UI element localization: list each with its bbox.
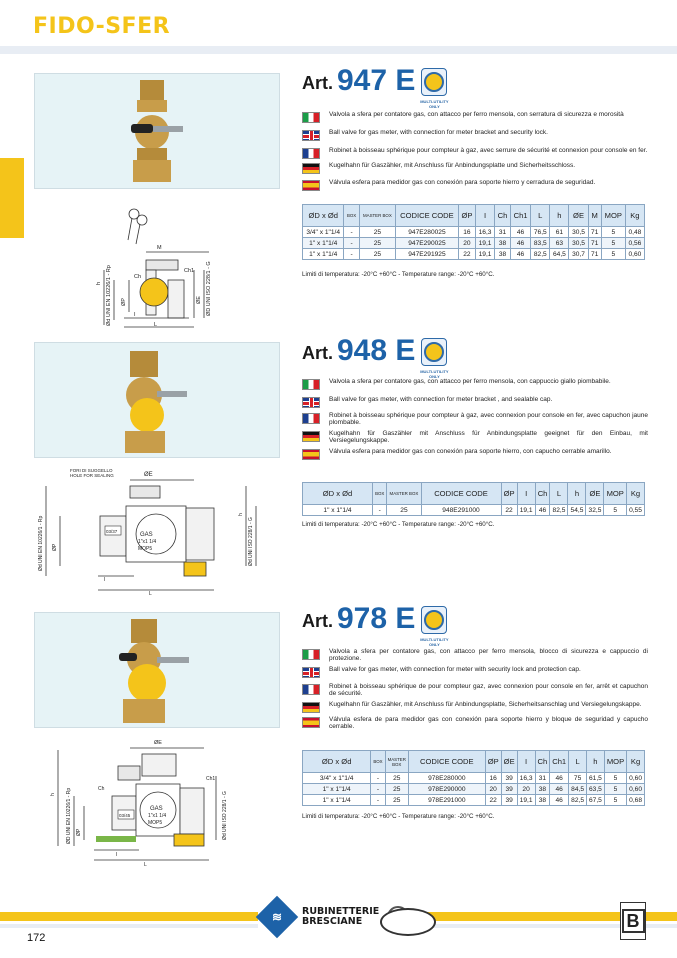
desc-en: Ball valve for gas meter, with connection for meter with security lock and protection cap. [329, 665, 581, 673]
th-ch1: Ch1 [510, 205, 530, 227]
desc-row-es [302, 448, 648, 460]
table-cell: 19,1 [476, 238, 495, 249]
table-cell: 978E290000 [408, 784, 485, 795]
article-label: Art. [302, 611, 333, 631]
th-ch1: Ch1 [550, 751, 569, 773]
dim-ch: Ch [134, 274, 142, 280]
table-cell: 38 [495, 249, 511, 260]
dim-oe: ØE [196, 296, 202, 304]
th-mop: MOP [604, 751, 626, 773]
table-cell: 30,7 [569, 249, 588, 260]
table-cell: 978E291000 [408, 795, 485, 806]
table-cell: 5 [604, 773, 626, 784]
tag-code: 03/45 [119, 813, 131, 818]
table-cell: 3/4" x 1"1/4 [303, 773, 371, 784]
article-label: Art. [302, 343, 333, 363]
table-cell: 20 [485, 784, 501, 795]
th-i: I [517, 751, 535, 773]
dim-i: I [104, 577, 106, 583]
descriptions-978e [302, 648, 648, 733]
desc-row-fr [302, 412, 648, 427]
dim-op: ØP [76, 828, 82, 836]
table-cell: 38 [535, 795, 550, 806]
table-row [303, 773, 645, 784]
table-cell: 20 [517, 784, 535, 795]
th-size: ØD x Ød [303, 751, 371, 773]
article-label: Art. [302, 73, 333, 93]
table-cell: 46 [550, 773, 569, 784]
desc-row-en [302, 396, 648, 408]
table-cell: 31 [495, 227, 511, 238]
desc-es: Válvula esfera para medidor gas con conexión para soporte hierro, con capucho cerrable amarillo. [329, 447, 612, 455]
table-cell: 0,60 [625, 249, 644, 260]
table-cell: 84,5 [569, 784, 587, 795]
desc-row-es [302, 716, 648, 731]
dim-i: I [134, 312, 136, 318]
table-cell: 39 [501, 784, 517, 795]
table-cell: 19,1 [517, 505, 535, 516]
table-cell: - [373, 505, 387, 516]
germany-flag-icon [302, 702, 320, 713]
table-cell: 19,1 [476, 249, 495, 260]
dim-l: L [149, 591, 152, 597]
table-cell: 71 [588, 227, 601, 238]
th-code: CODICE CODE [396, 205, 459, 227]
france-flag-icon [302, 148, 320, 159]
th-master-box: MASTER BOX [387, 483, 421, 505]
table-cell: 3/4" x 1"1/4 [303, 227, 344, 238]
table-cell: 22 [501, 505, 517, 516]
desc-en: Ball valve for gas meter, with connection for meter bracket and security lock. [329, 129, 548, 136]
badge-caption: MULTI-UTILITY ONLY [420, 637, 449, 647]
dim-l: L [154, 322, 158, 328]
dim-oe: ØE [144, 472, 153, 478]
label-size: 1"x1 1/4 [138, 539, 157, 545]
france-flag-icon [302, 684, 320, 695]
table-row [303, 238, 645, 249]
article-number: 978 E [337, 602, 416, 635]
th-box: BOX [373, 483, 387, 505]
table-cell: 46 [550, 784, 569, 795]
dim-h: h [50, 793, 56, 796]
table-cell: 61 [550, 227, 569, 238]
table-row [303, 227, 645, 238]
table-cell: - [371, 773, 385, 784]
th-oe: ØE [569, 205, 588, 227]
th-op: ØP [501, 483, 517, 505]
table-cell: 25 [387, 505, 421, 516]
th-code: CODICE CODE [408, 751, 485, 773]
article-heading-948e [302, 334, 449, 379]
desc-de: Kugelhahn für Gaszähler mit Anschluss für Anbindungsplatte geeignet für den Einbau, mit Versiegelungskappe. [329, 429, 648, 445]
desc-row-fr [302, 147, 648, 159]
table-cell: - [344, 249, 359, 260]
dim-g: Ød UNI ISO 228/1 - G [248, 517, 254, 566]
logo-line-1: RUBINETTERIE [302, 906, 380, 917]
table-cell: 0,56 [625, 238, 644, 249]
table-cell: 0,68 [627, 795, 645, 806]
table-cell: 0,60 [627, 773, 645, 784]
desc-fr: Robinet à boisseau sphérique pour compteur à gaz, avec connexion pour console en fer, avec capuchon jaune plombable. [329, 412, 648, 427]
table-cell: 948E291000 [421, 505, 501, 516]
dim-i: I [116, 852, 118, 858]
table-cell: 83,5 [531, 238, 550, 249]
dim-op: ØP [52, 543, 58, 551]
table-cell: 82,5 [550, 505, 568, 516]
multi-utility-badge [420, 68, 449, 109]
table-cell: 1" x 1"1/4 [303, 238, 344, 249]
table-cell: 16 [458, 227, 475, 238]
table-cell: 16,3 [517, 773, 535, 784]
dim-g: Ød UNI ISO 228/1 - G [222, 791, 228, 840]
desc-row-es [302, 179, 648, 191]
descriptions-947e [302, 111, 648, 194]
spain-flag-icon [302, 449, 320, 460]
table-cell: 63 [550, 238, 569, 249]
dim-ch1: Ch1 [206, 776, 216, 782]
badge-caption: MULTI-UTILITY ONLY [420, 99, 449, 109]
dim-rp: Ød UNI EN 10226/1 - Rp [38, 515, 44, 571]
desc-row-de [302, 162, 648, 174]
table-cell: 82,5 [531, 249, 550, 260]
table-cell: 64,5 [550, 249, 569, 260]
th-h: h [550, 205, 569, 227]
table-cell: 61,5 [587, 773, 605, 784]
table-cell: 0,48 [625, 227, 644, 238]
spec-table-947e [302, 204, 645, 260]
table-cell: 5 [604, 784, 626, 795]
dim-op: ØP [121, 298, 127, 306]
table-cell: 19,1 [517, 795, 535, 806]
th-ch: Ch [495, 205, 511, 227]
th-oe: ØE [586, 483, 604, 505]
th-mop: MOP [601, 205, 625, 227]
article-number: 948 E [337, 334, 416, 367]
th-op: ØP [485, 751, 501, 773]
table-cell: 38 [535, 784, 550, 795]
th-box: BOX [344, 205, 359, 227]
table-cell: 38 [495, 238, 511, 249]
article-heading-978e [302, 602, 449, 647]
th-l: L [569, 751, 587, 773]
th-l: L [550, 483, 568, 505]
uk-flag-icon [302, 397, 320, 408]
table-cell: 46 [550, 795, 569, 806]
th-ch: Ch [535, 751, 550, 773]
table-cell: 30,5 [569, 227, 588, 238]
spain-flag-icon [302, 717, 320, 728]
desc-it: Valvola a sfera per contatore gas, con attacco per ferro mensola, con cappuccio giallo piombabile. [329, 378, 611, 385]
dim-rp: Ød UNI EN 10226/1 - Rp [106, 265, 112, 326]
multi-utility-badge [420, 338, 449, 379]
descriptions-948e [302, 378, 648, 463]
table-cell: 20 [458, 238, 475, 249]
table-cell: 82,5 [569, 795, 587, 806]
temperature-note-978e: Limiti di temperatura: -20°C +60°C - Temperature range: -20°C +60°C. [302, 813, 495, 820]
table-cell: 31 [535, 773, 550, 784]
th-size: ØD x Ød [303, 483, 373, 505]
temperature-note-948e: Limiti di temperatura: -20°C +60°C - Temperature range: -20°C +60°C. [302, 521, 495, 528]
desc-row-it [302, 648, 648, 663]
iso-certification-icon [380, 908, 436, 936]
table-cell: - [371, 784, 385, 795]
badge-caption: MULTI-UTILITY ONLY [420, 369, 449, 379]
table-cell: 71 [588, 238, 601, 249]
th-m: M [588, 205, 601, 227]
table-cell: 46 [510, 238, 530, 249]
brand-title: FIDO-SFER [33, 14, 171, 39]
table-cell: 46 [510, 249, 530, 260]
table-row [303, 505, 645, 516]
table-cell: 947E280025 [396, 227, 459, 238]
desc-it: Valvola a sfera per contatore gas, con attacco per ferro mensola, con serratura di sicurezza e morosità [329, 111, 624, 118]
product-photo-947e [34, 73, 280, 189]
dim-ch1: Ch1 [184, 268, 195, 274]
th-l: L [531, 205, 550, 227]
spain-flag-icon [302, 180, 320, 191]
desc-row-en [302, 129, 648, 141]
spec-table-978e [302, 750, 645, 806]
tag-code: 03/37 [106, 529, 118, 534]
desc-row-it [302, 378, 648, 390]
table-cell: - [371, 795, 385, 806]
table-cell: 46 [510, 227, 530, 238]
germany-flag-icon [302, 163, 320, 174]
desc-row-fr [302, 683, 648, 698]
table-cell: 22 [458, 249, 475, 260]
germany-flag-icon [302, 431, 320, 442]
top-divider [0, 46, 677, 54]
table-cell: 0,60 [627, 784, 645, 795]
table-cell: 25 [359, 227, 395, 238]
table-cell: 22 [485, 795, 501, 806]
desc-es: Válvula esfera de para medidor gas con conexión para soporte hierro y bloque de seguridad y capucho cerrable. [329, 715, 648, 731]
th-h: h [568, 483, 586, 505]
desc-fr: Robinet à boisseau sphérique pour compteur à gaz, avec serrure de sécurité et connexion pour console en fer. [329, 147, 648, 154]
multi-utility-badge [420, 606, 449, 647]
table-cell: 63,5 [587, 784, 605, 795]
th-h: h [587, 751, 605, 773]
label-size: 1"x1 1/4 [148, 813, 167, 819]
dim-rp: ØD UNI EN 10226/1 - Rp [66, 787, 72, 844]
table-cell: 30,5 [569, 238, 588, 249]
table-cell: 5 [601, 227, 625, 238]
desc-row-de [302, 701, 648, 713]
th-master-box: MASTER BOX [385, 751, 408, 773]
th-i: I [517, 483, 535, 505]
table-cell: 5 [604, 795, 626, 806]
table-row [303, 795, 645, 806]
th-kg: Kg [626, 483, 644, 505]
table-row [303, 249, 645, 260]
desc-row-de [302, 430, 648, 445]
desc-de: Kugelhahn für Gaszähler, mit Anschluss für Anbindungsplatte und Sicherheitsschloss. [329, 162, 576, 169]
uk-flag-icon [302, 130, 320, 141]
desc-row-en [302, 666, 648, 678]
article-heading-947e [302, 64, 449, 109]
label-mop: MOP5 [148, 820, 163, 826]
desc-it: Valvola a sfera per contatore gas, con attacco per ferro mensola, blocco di sicurezza e cappuccio di protezione. [329, 648, 648, 663]
logo-text [302, 907, 379, 927]
label-gas: GAS [150, 806, 163, 812]
technical-drawing-947e [34, 200, 274, 332]
table-cell: - [344, 227, 359, 238]
table-cell: 25 [385, 784, 408, 795]
desc-es: Válvula esfera para medidor gas con conexión para soporte hierro y cerradura de seguridad. [329, 179, 596, 186]
table-cell: 1" x 1"1/4 [303, 505, 373, 516]
table-cell: 978E280000 [408, 773, 485, 784]
dim-h: h [96, 281, 102, 285]
logo-line-2: BRESCIANE [302, 916, 363, 927]
th-kg: Kg [625, 205, 644, 227]
table-cell: 67,5 [587, 795, 605, 806]
italy-flag-icon [302, 379, 320, 390]
table-cell: 54,5 [568, 505, 586, 516]
table-cell: 71 [588, 249, 601, 260]
desc-row-it [302, 111, 648, 123]
table-cell: 1" x 1"1/4 [303, 784, 371, 795]
table-cell: 25 [359, 238, 395, 249]
dim-h: h [238, 513, 244, 516]
table-cell: 5 [601, 238, 625, 249]
italy-flag-icon [302, 112, 320, 123]
dim-l: L [144, 862, 147, 868]
dim-ch: Ch [98, 786, 105, 792]
table-cell: 32,5 [586, 505, 604, 516]
table-cell: 39 [501, 773, 517, 784]
th-code: CODICE CODE [421, 483, 501, 505]
th-box: BOX [371, 751, 385, 773]
page-number: 172 [27, 932, 46, 944]
dim-oe: ØE [154, 740, 162, 746]
table-cell: 75 [569, 773, 587, 784]
table-cell: - [344, 238, 359, 249]
th-mop: MOP [604, 483, 627, 505]
label-gas: GAS [140, 532, 153, 538]
dim-m: M [157, 245, 162, 251]
label-mop: MOP5 [138, 546, 153, 552]
product-photo-948e [34, 342, 280, 458]
table-cell: 39 [501, 795, 517, 806]
uk-flag-icon [302, 667, 320, 678]
table-row [303, 784, 645, 795]
table-cell: 25 [359, 249, 395, 260]
table-cell: 947E290025 [396, 238, 459, 249]
table-cell: 5 [604, 505, 627, 516]
brand-b-logo-icon: B [620, 902, 646, 940]
article-number: 947 E [337, 64, 416, 97]
table-cell: 25 [385, 795, 408, 806]
table-cell: 25 [385, 773, 408, 784]
th-i: I [476, 205, 495, 227]
france-flag-icon [302, 413, 320, 424]
table-cell: 16 [485, 773, 501, 784]
note-sealing-en: HOLE FOR SEALING [70, 473, 114, 478]
table-cell: 947E291925 [396, 249, 459, 260]
desc-en: Ball valve for gas meter, with connection for meter bracket , and sealable cap. [329, 396, 553, 403]
th-ch: Ch [535, 483, 550, 505]
section-tab [0, 158, 24, 238]
table-cell: 76,5 [531, 227, 550, 238]
note-sealing-it: FORI DI SUGGELLO [70, 468, 113, 473]
table-cell: 5 [601, 249, 625, 260]
desc-fr: Robinet à boisseau sphérique de pour compteur gaz, avec connexion pour console en fer, arrêt et capuchon de sécurité. [329, 682, 648, 698]
table-cell: 16,3 [476, 227, 495, 238]
dim-g: ØD UNI ISO 228/1 - G [206, 261, 212, 316]
desc-de: Kugelhahn für Gaszähler, mit Anschluss für Anbindungsplatte, Sicherheitsanschlag und Versiegelungskappe. [329, 700, 642, 708]
table-cell: 46 [535, 505, 550, 516]
th-kg: Kg [627, 751, 645, 773]
table-cell: 1" x 1"1/4 [303, 249, 344, 260]
table-cell: 0,55 [626, 505, 644, 516]
th-op: ØP [458, 205, 475, 227]
italy-flag-icon [302, 649, 320, 660]
table-cell: 1" x 1"1/4 [303, 795, 371, 806]
technical-drawing-978e [34, 736, 274, 868]
th-master-box: MASTER BOX [359, 205, 395, 227]
product-photo-978e [34, 612, 280, 728]
technical-drawing-948e [34, 466, 274, 598]
th-oe: ØE [501, 751, 517, 773]
logo-mark-icon: ≋ [256, 896, 298, 938]
spec-table-948e [302, 482, 645, 516]
temperature-note-947e: Limiti di temperatura: -20°C +60°C - Temperature range: -20°C +60°C. [302, 271, 495, 278]
th-size: ØD x Ød [303, 205, 344, 227]
